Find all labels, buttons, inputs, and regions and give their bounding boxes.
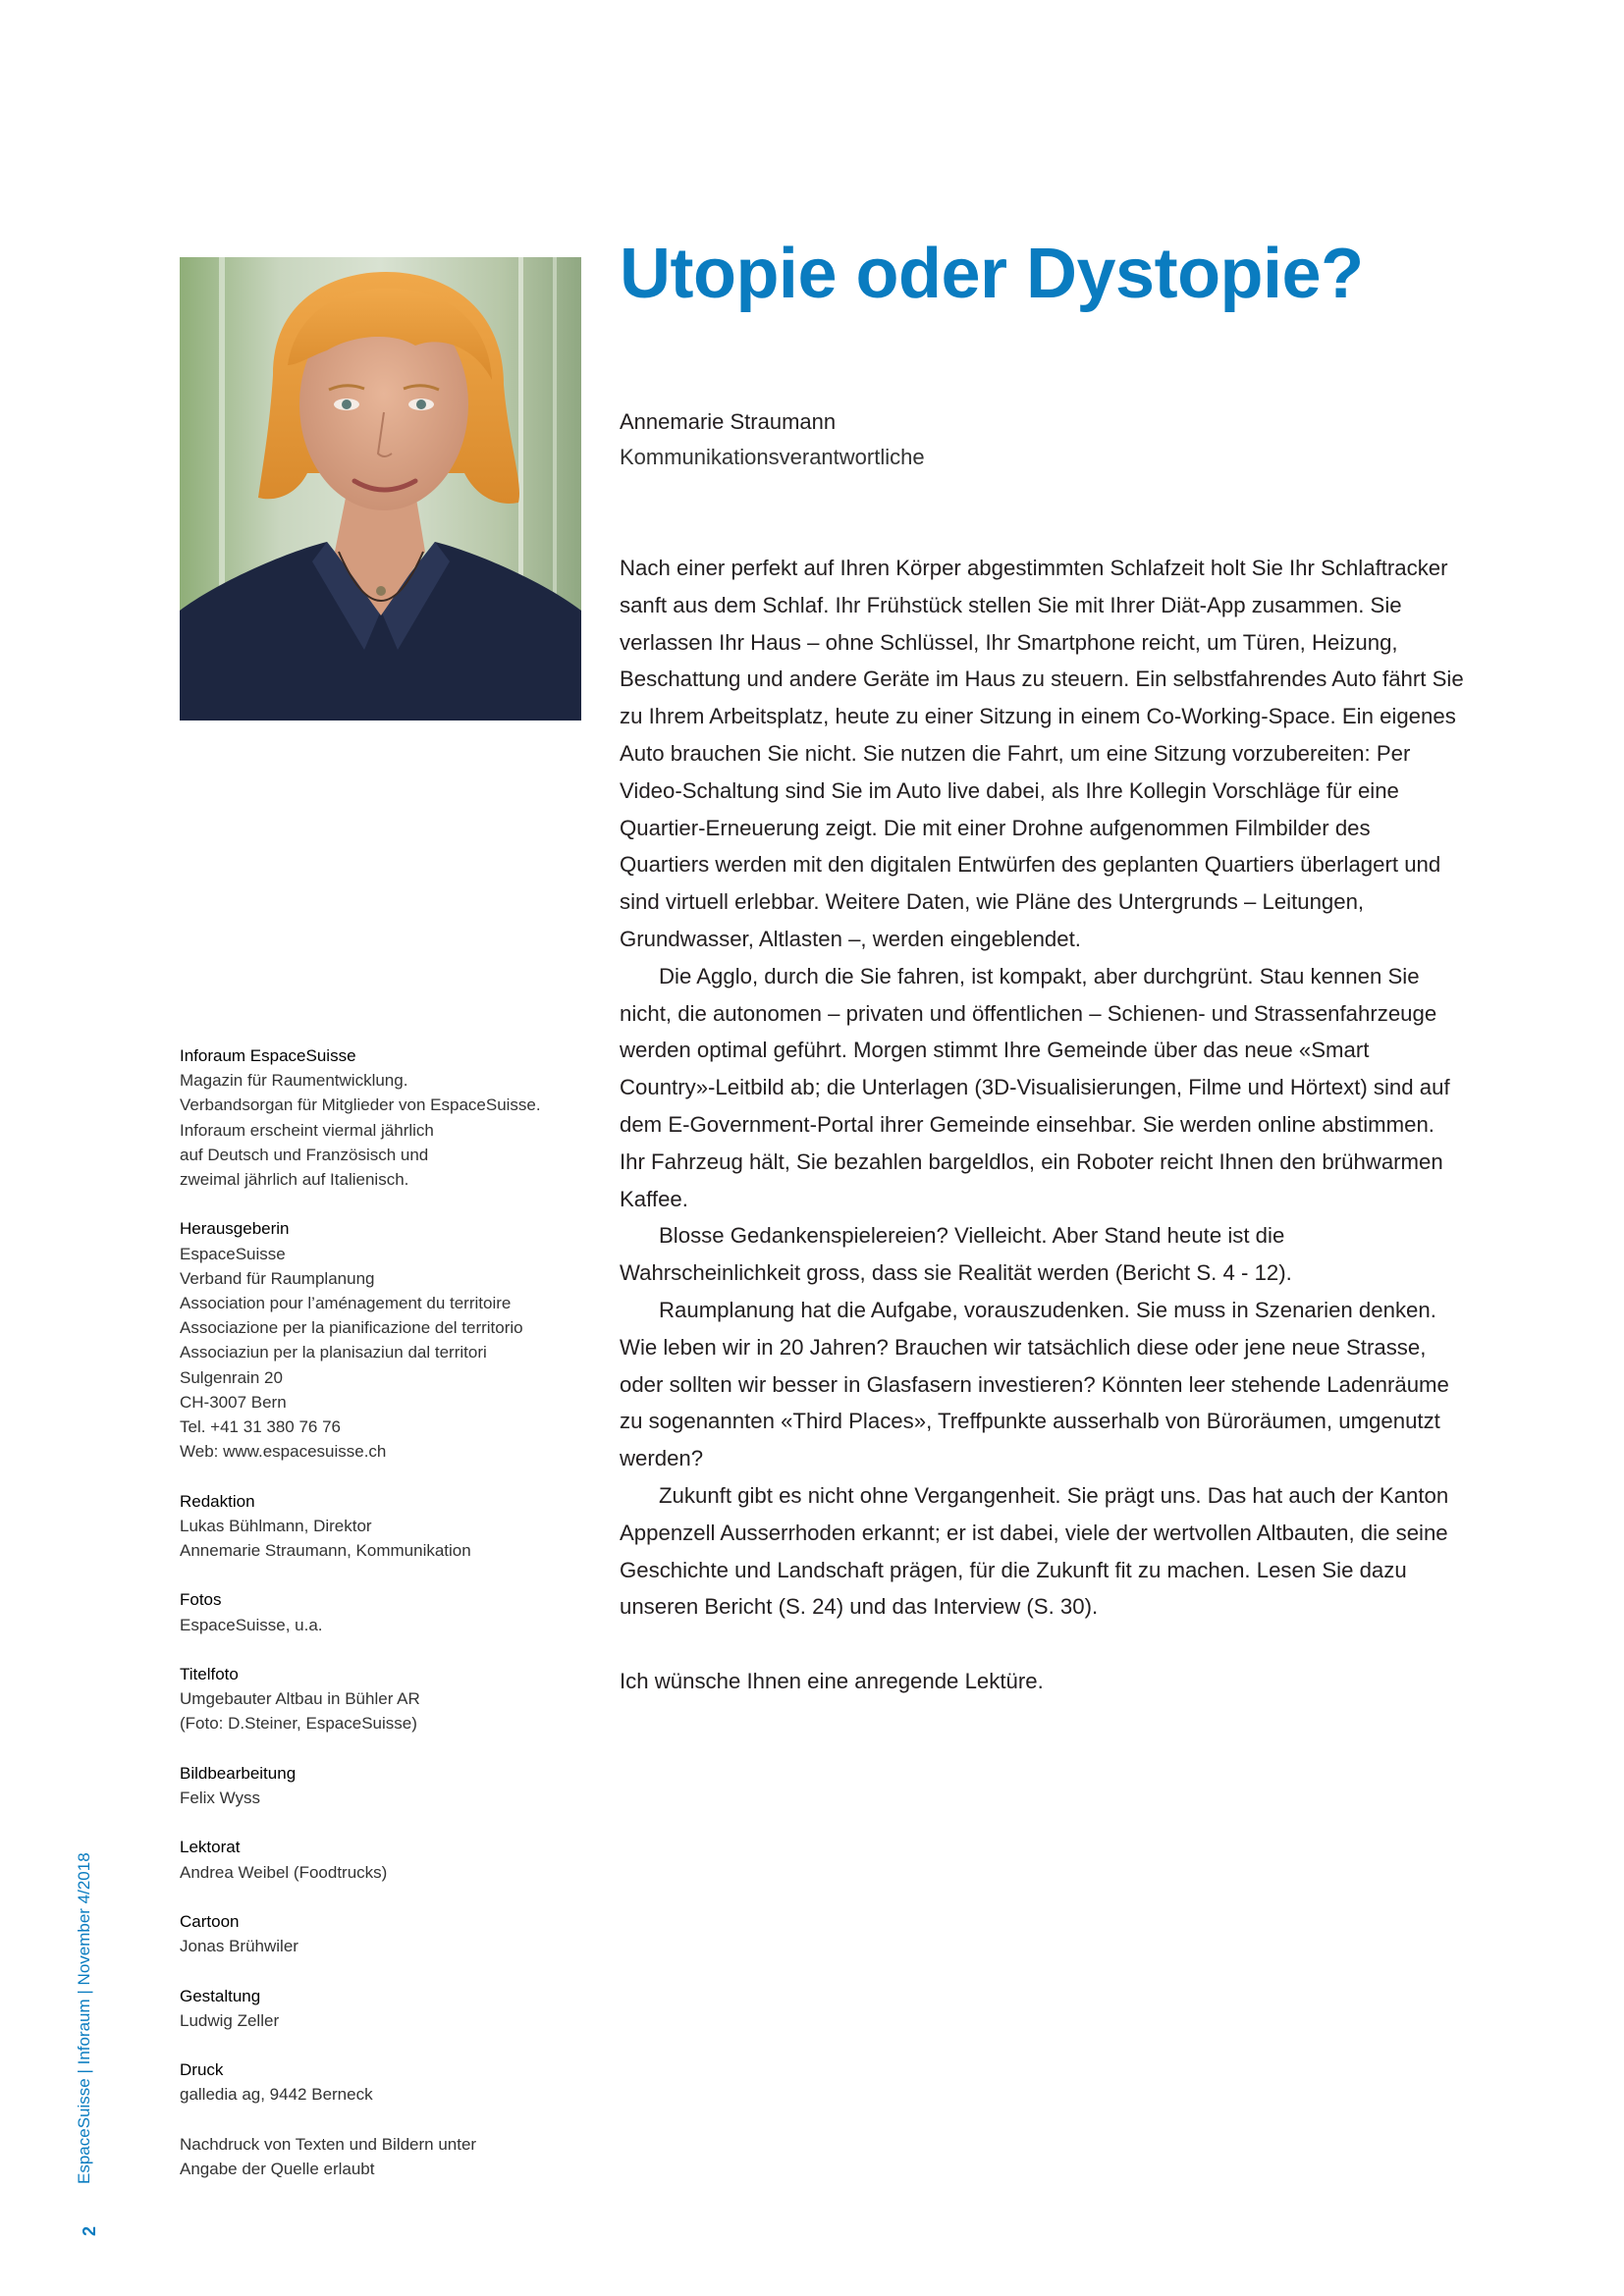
imprint-heading: Fotos	[180, 1590, 222, 1610]
imprint	[180, 1043, 592, 2206]
imprint-line: Andrea Weibel (Foodtrucks)	[180, 1862, 388, 1882]
imprint-line: Ludwig Zeller	[180, 2010, 280, 2030]
page-number: 2	[80, 2226, 99, 2237]
imprint-line: auf Deutsch und Französisch und	[180, 1145, 429, 1164]
author-byline	[620, 404, 925, 475]
imprint-line: CH-3007 Bern	[180, 1392, 287, 1412]
imprint-line: Umgebauter Altbau in Bühler AR	[180, 1689, 420, 1709]
imprint-reprint	[180, 2132, 592, 2181]
imprint-heading: Redaktion	[180, 1491, 255, 1511]
imprint-line: Felix Wyss	[180, 1789, 261, 1808]
article-closing: Ich wünsche Ihnen eine anregende Lektüre.	[620, 1668, 1044, 1693]
article-paragraph: Raumplanung hat die Aufgabe, vorauszudenken. Sie muss in Szenarien denken. Wie leben wir in 20 Jahren? Brauchen wir tatsächlich diese oder jene neue Strasse, oder sollten wir besser in Glasfasern investieren? Könnten leer stehende Ladenräume zu sogenannten «Third Places», Treffpunkte ausserhalb von Büroräumen, umgenutzt werden?	[620, 1297, 1449, 1471]
imprint-heading: Cartoon	[180, 1912, 240, 1931]
imprint-line: EspaceSuisse	[180, 1244, 286, 1263]
imprint-line: Association pour l’aménagement du territoire	[180, 1294, 512, 1313]
imprint-proofreading	[180, 1835, 592, 1884]
imprint-line: Annemarie Straumann, Kommunikation	[180, 1541, 471, 1561]
article-paragraph: Zukunft gibt es nicht ohne Vergangenheit. Sie prägt uns. Das hat auch der Kanton Appenzell Ausserrhoden erkannt; er ist dabei, viele der wertvollen Altbauten, die seine Geschichte und Landschaft prägen, für die Zukunft fit zu machen. Lesen Sie dazu unseren Bericht (S. 24) und das Interview (S. 30).	[620, 1482, 1449, 1620]
imprint-heading: Herausgeberin	[180, 1219, 290, 1239]
imprint-heading: Inforaum EspaceSuisse	[180, 1046, 356, 1065]
imprint-line: Associaziun per la planisaziun dal territori	[180, 1343, 487, 1362]
author-role: Kommunikationsverantwortliche	[620, 445, 925, 469]
imprint-cartoon	[180, 1909, 592, 1958]
imprint-line: Angabe der Quelle erlaubt	[180, 2159, 375, 2178]
imprint-line: Verbandsorgan für Mitglieder von EspaceSuisse.	[180, 1095, 541, 1115]
imprint-line: Associazione per la pianificazione del territorio	[180, 1318, 523, 1338]
article-paragraph: Blosse Gedankenspielereien? Vielleicht. Aber Stand heute ist die Wahrscheinlichkeit gross, dass sie Realität werden (Bericht S. 4 - 12).	[620, 1223, 1292, 1286]
author-portrait-photo	[180, 257, 581, 721]
imprint-line: Lukas Bühlmann, Direktor	[180, 1516, 372, 1535]
imprint-cover-photo	[180, 1662, 592, 1736]
imprint-line: Web: www.espacesuisse.ch	[180, 1442, 387, 1462]
imprint-heading: Titelfoto	[180, 1665, 239, 1684]
running-footer: EspaceSuisse | Inforaum | November 4/2018	[75, 1852, 93, 2184]
imprint-line: Sulgenrain 20	[180, 1367, 283, 1387]
article-paragraph: Nach einer perfekt auf Ihren Körper abgestimmten Schlafzeit holt Sie Ihr Schlaftracker sanft aus dem Schlaf. Ihr Frühstück stellen Sie mit Ihrer Diät-App zusammen. Sie verlassen Ihr Haus – ohne Schlüssel, Ihr Smartphone reicht, um Türen, Heizung, Beschattung und andere Geräte im Haus zu steuern. Ein selbstfahrendes Auto fährt Sie zu Ihrem Arbeitsplatz, heute zu einer Sitzung in einem Co-Working-Space. Ein eigenes Auto brauchen Sie nicht. Sie nutzen die Fahrt, um eine Sitzung vorzubereiten: Per Video-Schaltung sind Sie im Auto live dabei, als Ihre Kollegin Vorschläge für eine Quartier-Erneuerung zeigt. Die mit einer Drohne aufgenommen Filmbilder des Quartiers werden mit den digitalen Entwürfen des geplanten Quartiers überlagert und sind virtuell erlebbar. Weitere Daten, wie Pläne des Untergrunds – Leitungen, Grundwasser, Altlasten –, werden eingeblendet.	[620, 556, 1464, 951]
imprint-line: Verband für Raumplanung	[180, 1268, 375, 1288]
imprint-heading: Lektorat	[180, 1838, 241, 1857]
imprint-line: Inforaum erscheint viermal jährlich	[180, 1120, 434, 1140]
imprint-heading: Gestaltung	[180, 1986, 261, 2005]
article-paragraph: Die Agglo, durch die Sie fahren, ist kompakt, aber durchgrünt. Stau kennen Sie nicht, die autonomen – privaten und öffentlichen – Schienen- und Strassenfahrzeuge werden optimal geführt. Morgen stimmt Ihre Gemeinde über das neue «Smart Country»-Leitbild ab; die Unterlagen (3D-Visualisierungen, Filme und Hörtext) sind auf dem E-Government-Portal ihrer Gemeinde einsehbar. Sie werden online abstimmen. Ihr Fahrzeug hält, Sie bezahlen bargeldlos, ein Roboter reicht Ihnen den brühwarmen Kaffee.	[620, 963, 1450, 1211]
imprint-editorial	[180, 1489, 592, 1564]
imprint-image-editing	[180, 1761, 592, 1810]
imprint-line: Nachdruck von Texten und Bildern unter	[180, 2134, 477, 2154]
editorial-article	[620, 550, 1464, 1700]
imprint-print	[180, 2057, 592, 2107]
imprint-line: zweimal jährlich auf Italienisch.	[180, 1170, 409, 1190]
imprint-heading: Druck	[180, 2060, 224, 2080]
imprint-heading: Bildbearbeitung	[180, 1763, 297, 1783]
imprint-design	[180, 1984, 592, 2033]
page-title: Utopie oder Dystopie?	[620, 235, 1364, 313]
imprint-line: Jonas Brühwiler	[180, 1937, 298, 1956]
imprint-line: EspaceSuisse, u.a.	[180, 1615, 323, 1634]
imprint-line: Magazin für Raumentwicklung.	[180, 1071, 408, 1091]
imprint-publisher	[180, 1216, 592, 1464]
imprint-photos	[180, 1587, 592, 1636]
author-name: Annemarie Straumann	[620, 409, 837, 434]
imprint-line: (Foto: D.Steiner, EspaceSuisse)	[180, 1714, 417, 1734]
imprint-line: galledia ag, 9442 Berneck	[180, 2085, 373, 2105]
imprint-magazine	[180, 1043, 592, 1192]
imprint-line: Tel. +41 31 380 76 76	[180, 1417, 341, 1437]
